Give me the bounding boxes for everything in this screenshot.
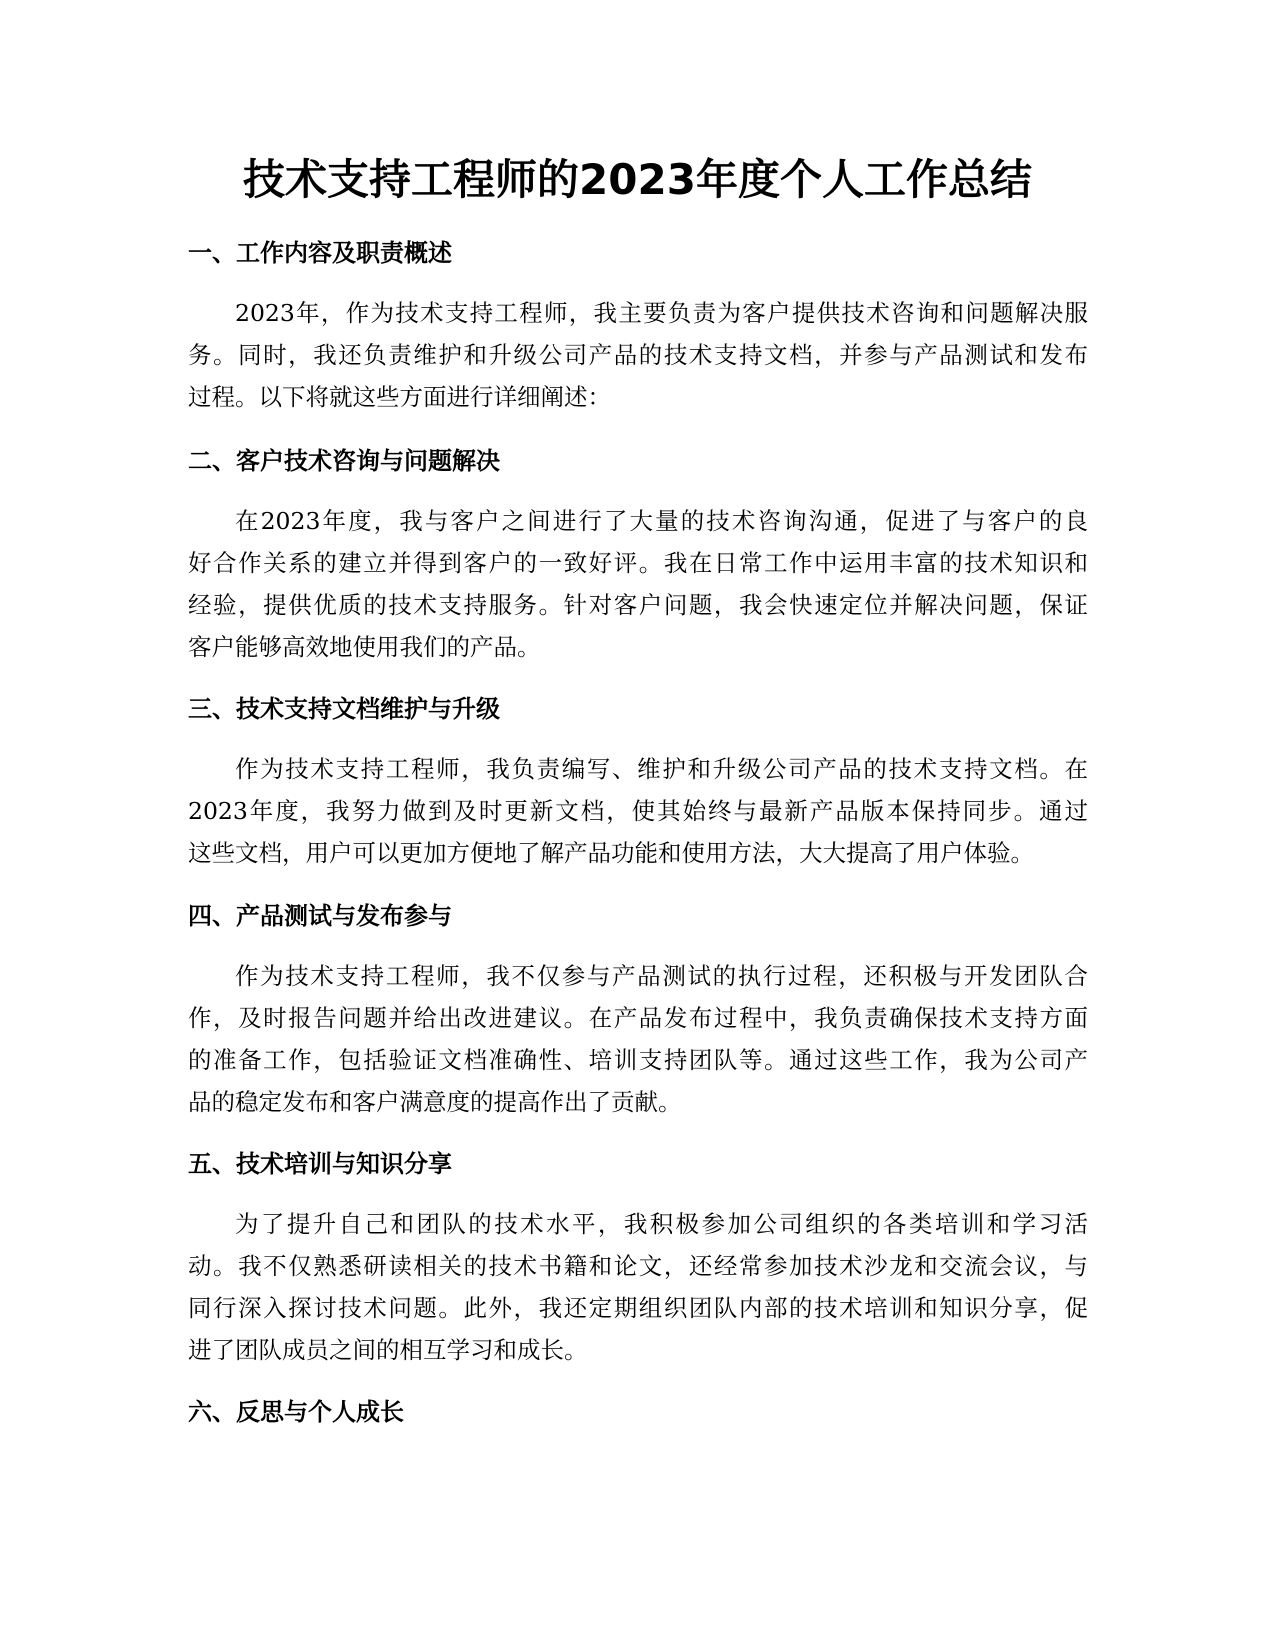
section-heading: 六、反思与个人成长: [188, 1398, 404, 1426]
section-paragraph: [188, 292, 1088, 418]
paragraph-line: 为了提升自己和团队的技术水平，我积极参加公司组织的各类培训和学习活: [235, 1210, 1088, 1238]
section-heading: 五、技术培训与知识分享: [188, 1150, 452, 1178]
section-paragraph: [188, 500, 1088, 668]
paragraph-line: 经验，提供优质的技术支持服务。针对客户问题，我会快速定位并解决问题，保证: [188, 591, 1088, 619]
paragraph-line: 作，及时报告问题并给出改进建议。在产品发布过程中，我负责确保技术支持方面: [188, 1004, 1088, 1032]
section-paragraph: [188, 1203, 1088, 1371]
section-5: [188, 1147, 1088, 1371]
document-title: 技术支持工程师的2023年度个人工作总结: [243, 155, 1032, 204]
paragraph-line: 客户能够高效地使用我们的产品。: [188, 633, 541, 661]
paragraph-line: 务。同时，我还负责维护和升级公司产品的技术支持文档，并参与产品测试和发布: [188, 341, 1088, 369]
paragraph-line: 同行深入探讨技术问题。此外，我还定期组织团队内部的技术培训和知识分享，促: [188, 1294, 1088, 1322]
section-6: [188, 1395, 1088, 1429]
paragraph-line: 进了团队成员之间的相互学习和成长。: [188, 1336, 588, 1364]
paragraph-line: 过程。以下将就这些方面进行详细阐述：: [188, 383, 611, 411]
paragraph-line: 的准备工作，包括验证文档准确性、培训支持团队等。通过这些工作，我为公司产: [188, 1046, 1088, 1074]
section-2: [188, 444, 1088, 668]
section-1: [188, 236, 1088, 418]
section-4: [188, 899, 1088, 1123]
paragraph-line: 动。我不仅熟悉研读相关的技术书籍和论文，还经常参加技术沙龙和交流会议，与: [188, 1252, 1088, 1280]
paragraph-line: 品的稳定发布和客户满意度的提高作出了贡献。: [188, 1088, 682, 1116]
section-3: [188, 692, 1088, 874]
paragraph-line: 作为技术支持工程师，我不仅参与产品测试的执行过程，还积极与开发团队合: [235, 962, 1088, 990]
paragraph-line: 在2023年度，我与客户之间进行了大量的技术咨询沟通，促进了与客户的良: [235, 507, 1088, 535]
section-heading: 一、工作内容及职责概述: [188, 239, 452, 267]
paragraph-line: 作为技术支持工程师，我负责编写、维护和升级公司产品的技术支持文档。在: [235, 755, 1088, 783]
paragraph-line: 这些文档，用户可以更加方便地了解产品功能和使用方法，大大提高了用户体验。: [188, 839, 1034, 867]
section-heading: 四、产品测试与发布参与: [188, 902, 452, 930]
section-paragraph: [188, 955, 1088, 1123]
section-paragraph: [188, 748, 1088, 874]
section-heading: 三、技术支持文档维护与升级: [188, 695, 500, 723]
paragraph-line: 好合作关系的建立并得到客户的一致好评。我在日常工作中运用丰富的技术知识和: [188, 549, 1088, 577]
paragraph-line: 2023年度，我努力做到及时更新文档，使其始终与最新产品版本保持同步。通过: [188, 797, 1088, 825]
paragraph-line: 2023年，作为技术支持工程师，我主要负责为客户提供技术咨询和问题解决服: [235, 299, 1088, 327]
section-heading: 二、客户技术咨询与问题解决: [188, 447, 500, 475]
